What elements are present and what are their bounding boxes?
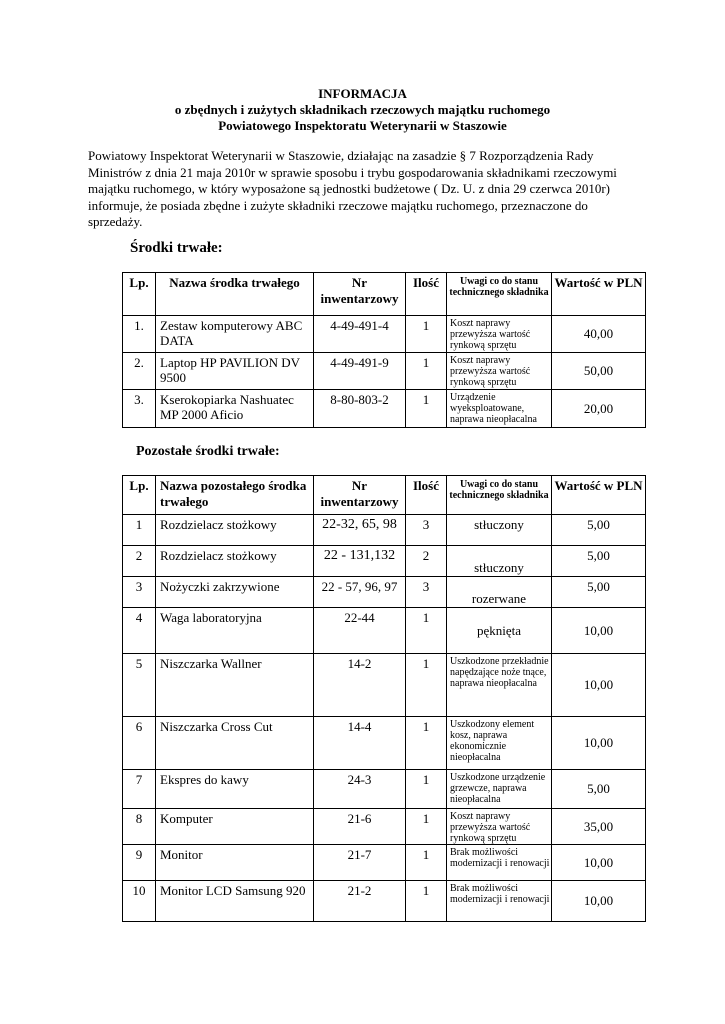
table-header-row — [123, 476, 646, 515]
document-subtitle-institution: Powiatowego Inspektoratu Weterynarii w Staszowie — [218, 118, 507, 133]
cell-inventory-number: 14-2 — [314, 654, 406, 717]
cell-inventory-number: 21-6 — [314, 809, 406, 845]
col-header-value: Wartość w PLN — [552, 273, 646, 316]
table-row — [123, 608, 646, 654]
col-header-notes: Uwagi co do stanu technicznego składnika — [447, 273, 552, 316]
cell-name: Monitor LCD Samsung 920 — [156, 881, 314, 922]
cell-inventory-number: 22 - 57, 96, 97 — [314, 577, 406, 608]
cell-inventory-number: 24-3 — [314, 770, 406, 809]
cell-value: 5,00 — [552, 770, 646, 809]
table-row — [123, 881, 646, 922]
cell-notes: Koszt naprawy przewyższa wartość rynkową sprzętu — [447, 353, 552, 390]
cell-value: 50,00 — [552, 353, 646, 390]
cell-name: Komputer — [156, 809, 314, 845]
table-row — [123, 316, 646, 353]
table-row — [123, 353, 646, 390]
cell-lp: 4 — [123, 608, 156, 654]
cell-lp: 1. — [123, 316, 156, 353]
cell-inventory-number: 14-4 — [314, 717, 406, 770]
cell-inventory-number: 4-49-491-4 — [314, 316, 406, 353]
cell-lp: 7 — [123, 770, 156, 809]
table-row — [123, 546, 646, 577]
cell-notes: pęknięta — [447, 608, 552, 654]
cell-lp: 1 — [123, 515, 156, 546]
cell-value: 10,00 — [552, 717, 646, 770]
cell-quantity: 1 — [406, 316, 447, 353]
cell-name: Zestaw komputerowy ABC DATA — [156, 316, 314, 353]
cell-name: Rozdzielacz stożkowy — [156, 515, 314, 546]
cell-lp: 2 — [123, 546, 156, 577]
cell-quantity: 1 — [406, 845, 447, 881]
cell-value: 35,00 — [552, 809, 646, 845]
document-title: INFORMACJA — [318, 86, 407, 101]
cell-notes: Brak możliwości modernizacji i renowacji — [447, 881, 552, 922]
col-header-quantity: Ilość — [406, 476, 447, 515]
table-row — [123, 845, 646, 881]
cell-value: 10,00 — [552, 881, 646, 922]
cell-notes: Koszt naprawy przewyższa wartość rynkową sprzętu — [447, 809, 552, 845]
cell-inventory-number: 4-49-491-9 — [314, 353, 406, 390]
cell-quantity: 1 — [406, 608, 447, 654]
cell-lp: 10 — [123, 881, 156, 922]
cell-notes: Koszt naprawy przewyższa wartość rynkową sprzętu — [447, 316, 552, 353]
cell-notes: rozerwane — [447, 577, 552, 608]
cell-name: Rozdzielacz stożkowy — [156, 546, 314, 577]
cell-lp: 9 — [123, 845, 156, 881]
fixed-assets-table — [122, 272, 646, 428]
cell-notes: Brak możliwości modernizacji i renowacji — [447, 845, 552, 881]
cell-value: 40,00 — [552, 316, 646, 353]
cell-name: Ekspres do kawy — [156, 770, 314, 809]
cell-name: Kserokopiarka Nashuatec MP 2000 Aficio — [156, 390, 314, 428]
cell-notes: Uszkodzone przekładnie napędzające noże tnące, naprawa nieopłacalna — [447, 654, 552, 717]
other-assets-table — [122, 475, 646, 922]
col-header-value: Wartość w PLN — [552, 476, 646, 515]
table-row — [123, 515, 646, 546]
cell-lp: 2. — [123, 353, 156, 390]
document-subtitle: o zbędnych i zużytych składnikach rzeczowych majątku ruchomego — [174, 102, 551, 117]
cell-inventory-number: 22-44 — [314, 608, 406, 654]
section-title-other-assets: Pozostałe środki trwałe: — [136, 444, 280, 459]
cell-lp: 6 — [123, 717, 156, 770]
cell-lp: 3 — [123, 577, 156, 608]
col-header-quantity: Ilość — [406, 273, 447, 316]
cell-quantity: 1 — [406, 717, 447, 770]
cell-notes: Urządzenie wyeksploatowane, naprawa nieopłacalna — [447, 390, 552, 428]
cell-name: Laptop HP PAVILION DV 9500 — [156, 353, 314, 390]
cell-lp: 5 — [123, 654, 156, 717]
cell-inventory-number: 22 - 131,132 — [314, 546, 406, 577]
cell-name: Niszczarka Cross Cut — [156, 717, 314, 770]
cell-quantity: 2 — [406, 546, 447, 577]
cell-lp: 3. — [123, 390, 156, 428]
col-header-name: Nazwa środka trwałego — [156, 273, 314, 316]
cell-quantity: 3 — [406, 515, 447, 546]
cell-inventory-number: 21-7 — [314, 845, 406, 881]
cell-inventory-number: 21-2 — [314, 881, 406, 922]
table-header-row — [123, 273, 646, 316]
col-header-notes: Uwagi co do stanu technicznego składnika — [447, 476, 552, 515]
cell-quantity: 1 — [406, 390, 447, 428]
cell-notes: Uszkodzony element kosz, naprawa ekonomicznie nieopłacalna — [447, 717, 552, 770]
table-row — [123, 390, 646, 428]
col-header-name: Nazwa pozostałego środka trwałego — [156, 476, 314, 515]
cell-inventory-number: 8-80-803-2 — [314, 390, 406, 428]
col-header-inventory-number: Nr inwentarzowy — [314, 476, 406, 515]
cell-value: 5,00 — [552, 577, 646, 608]
table-row — [123, 809, 646, 845]
cell-value: 5,00 — [552, 515, 646, 546]
cell-inventory-number: 22-32, 65, 98 — [314, 515, 406, 546]
cell-name: Nożyczki zakrzywione — [156, 577, 314, 608]
cell-notes: stłuczony — [447, 515, 552, 546]
table-row — [123, 717, 646, 770]
section-title-fixed-assets: Środki trwałe: — [130, 240, 223, 256]
cell-value: 5,00 — [552, 546, 646, 577]
col-header-lp: Lp. — [123, 476, 156, 515]
cell-value: 20,00 — [552, 390, 646, 428]
cell-notes: stłuczony — [447, 546, 552, 577]
cell-name: Monitor — [156, 845, 314, 881]
cell-quantity: 1 — [406, 809, 447, 845]
col-header-inventory-number: Nr inwentarzowy — [314, 273, 406, 316]
cell-name: Waga laboratoryjna — [156, 608, 314, 654]
cell-quantity: 1 — [406, 654, 447, 717]
table-row — [123, 770, 646, 809]
cell-value: 10,00 — [552, 654, 646, 717]
col-header-lp: Lp. — [123, 273, 156, 316]
intro-paragraph: Powiatowy Inspektorat Weterynarii w Staszowie, działając na zasadzie § 7 Rozporządzenia Rady Ministrów z dnia 21 maja 2010r w sprawie sposobu i trybu gospodarowania składnikami rzeczowymi majątku ruchomego, w który wyposażone są jednostki budżetowe ( Dz. U. z dnia 29 czerwca 2010r) informuje, że posiada zbędne i zużyte składniki rzeczowe majątku ruchomego, przeznaczone do sprzedaży. — [88, 148, 617, 229]
table-row — [123, 654, 646, 717]
cell-quantity: 1 — [406, 770, 447, 809]
cell-quantity: 1 — [406, 353, 447, 390]
cell-lp: 8 — [123, 809, 156, 845]
cell-quantity: 1 — [406, 881, 447, 922]
table-row — [123, 577, 646, 608]
cell-value: 10,00 — [552, 608, 646, 654]
document-header — [0, 86, 725, 134]
cell-name: Niszczarka Wallner — [156, 654, 314, 717]
cell-value: 10,00 — [552, 845, 646, 881]
cell-notes: Uszkodzone urządzenie grzewcze, naprawa nieopłacalna — [447, 770, 552, 809]
cell-quantity: 3 — [406, 577, 447, 608]
